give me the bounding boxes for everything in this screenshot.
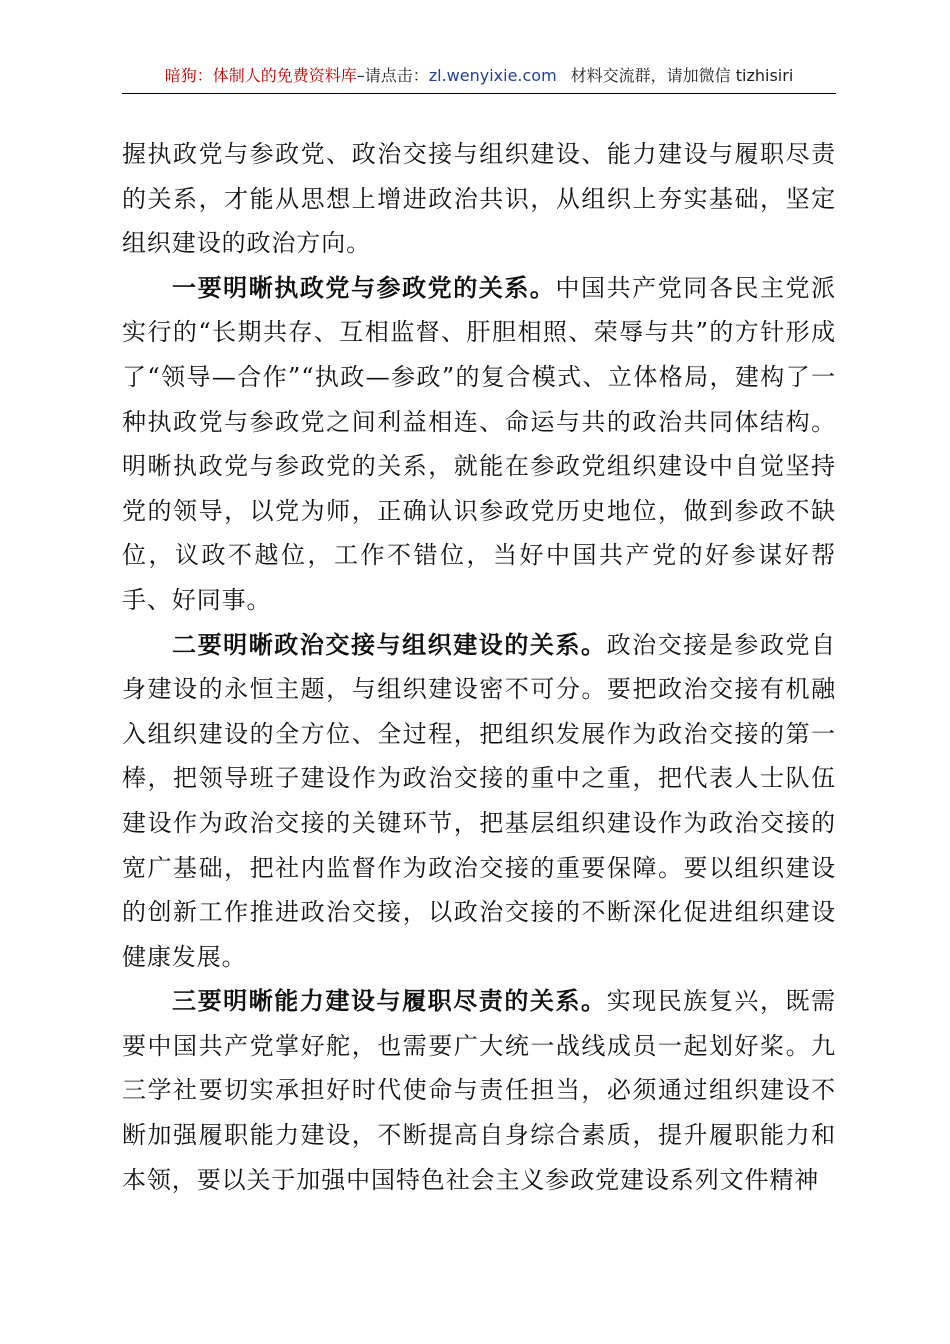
header-contact: 材料交流群，请加微信 tizhisiri	[570, 66, 794, 85]
paragraph-section-3	[122, 979, 836, 1202]
paragraph-section-1	[122, 266, 836, 623]
paragraph-text: 握执政党与参政党、政治交接与组织建设、能力建设与履职尽责的关系，才能从思想上增进政治共识，从组织上夯实基础，坚定组织建设的政治方向。	[122, 140, 836, 258]
paragraph-continuation	[122, 132, 836, 266]
header-click-prompt: –请点击：	[356, 66, 429, 85]
header-divider	[122, 93, 836, 94]
header-url-link[interactable]: zl.wenyixie.com	[428, 66, 557, 85]
paragraph-lead: 三要明晰能力建设与履职尽责的关系。	[172, 986, 607, 1016]
page-header	[122, 62, 836, 90]
paragraph-section-2	[122, 623, 836, 980]
paragraph-text: 实现民族复兴，既需要中国共产党掌好舵，也需要广大统一战线成员一起划好桨。九三学社要切实承担好时代使命与责任担当，必须通过组织建设不断加强履职能力建设，不断提高自身综合素质，提升履职能力和本领，要以关于加强中国特色社会主义参政党建设系列文件精神	[122, 987, 836, 1194]
paragraph-text: 中国共产党同各民主党派实行的“长期共存、互相监督、肝胆相照、荣辱与共”的方针形成了“领导—合作”“执政—参政”的复合模式、立体格局，建构了一种执政党与参政党之间利益相连、命运与共的政治共同体结构。明晰执政党与参政党的关系，就能在参政党组织建设中自觉坚持党的领导，以党为师，正确认识参政党历史地位，做到参政不缺位，议政不越位，工作不错位，当好中国共产党的好参谋好帮手、好同事。	[122, 273, 837, 614]
header-site-label: 暗狗：体制人的免费资料库	[164, 66, 357, 85]
paragraph-lead: 一要明晰执政党与参政党的关系。	[172, 272, 556, 302]
paragraph-text: 政治交接是参政党自身建设的永恒主题，与组织建设密不可分。要把政治交接有机融入组织建设的全方位、全过程，把组织发展作为政治交接的第一棒，把领导班子建设作为政治交接的重中之重，把代表人士队伍建设作为政治交接的关键环节，把基层组织建设作为政治交接的宽广基础，把社内监督作为政治交接的重要保障。要以组织建设的创新工作推进政治交接，以政治交接的不断深化促进组织建设健康发展。	[122, 630, 836, 971]
paragraph-lead: 二要明晰政治交接与组织建设的关系。	[172, 629, 607, 659]
document-body	[122, 132, 836, 1202]
